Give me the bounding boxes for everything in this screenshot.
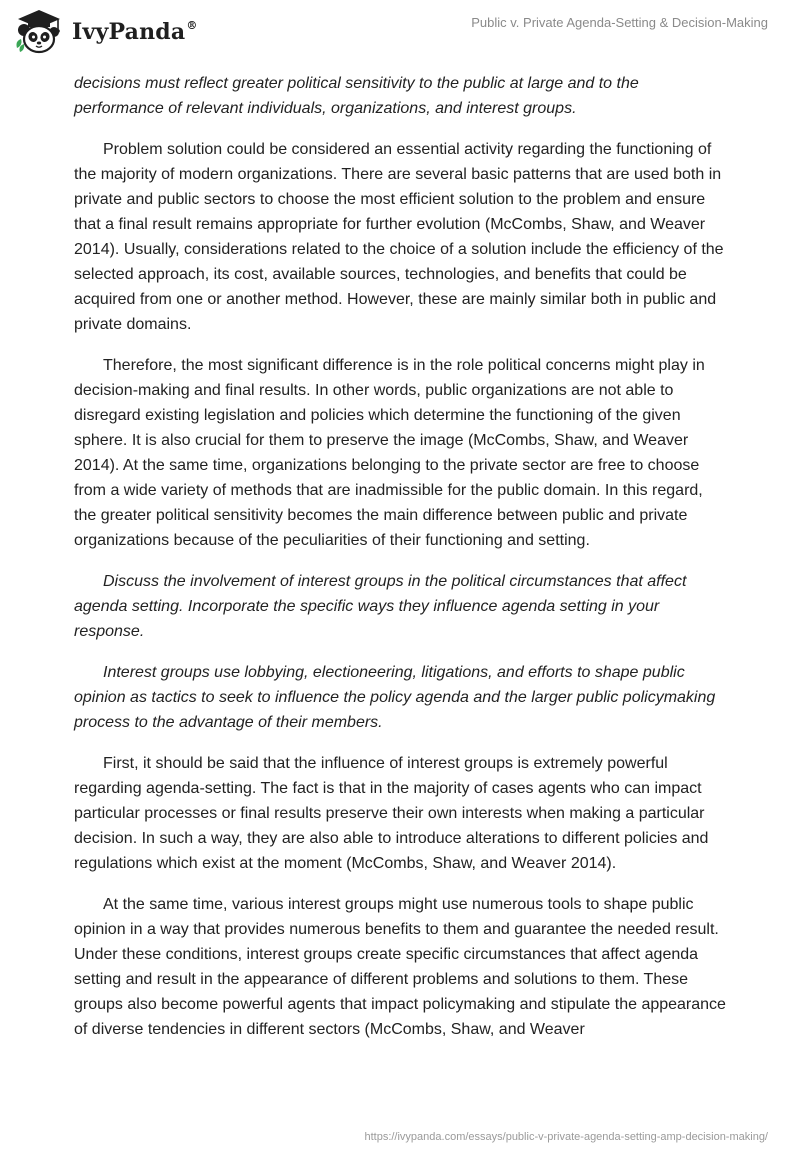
paragraph-problem-solution: Problem solution could be considered an essential activity regarding the functioning of the majority of modern organizations. There are several basic patterns that are used both in private and public sectors to choose the most efficient solution to the problem and ensure that a final result remains appropriate for further evolution (McCombs, Shaw, and Weaver 2014). Usually, considerations related to the choice of a solution include the efficiency of the selected approach, its cost, available sources, technologies, and benefits that could be acquired from one or another method. However, these are mainly similar both in public and private domains. — [74, 141, 724, 333]
ivypanda-logo[interactable] — [14, 8, 198, 54]
paragraph-continuation: decisions must reflect greater political sensitivity to the public at large and to the performance of relevant individuals, organizations, and interest groups. — [74, 75, 639, 117]
paragraph-tools: At the same time, various interest groups might use numerous tools to shape public opinion in a way that provides numerous benefits to them and guarantee the needed result. Under these conditions, interest groups create specific circumstances that affect agenda setting and result in the appearance of different problems and solutions to them. These groups also become powerful agents that impact policymaking and stipulate the appearance of diverse tendencies in different sectors (McCombs, Shaw, and Weaver — [74, 896, 726, 1038]
essay-body — [74, 71, 728, 1058]
document-title: Public v. Private Agenda-Setting & Decision-Making — [471, 15, 768, 30]
panda-graduate-icon — [14, 8, 64, 54]
paragraph-question: Discuss the involvement of interest groups in the political circumstances that affect agenda setting. Incorporate the specific ways they influence agenda setting in your response. — [74, 573, 687, 640]
page-header — [0, 0, 800, 62]
paragraph-political-difference: Therefore, the most significant difference is in the role political concerns might play in decision-making and final results. In other words, public organizations are not able to disregard existing legislation and policies which determine the functioning of the given sphere. It is also crucial for them to preserve the image (McCombs, Shaw, and Weaver 2014). At the same time, organizations belonging to the private sector are free to choose from a wide variety of methods that are inadmissible for the public domain. In this regard, the greater political sensitivity becomes the main difference between public and private organizations because of the peculiarities of their functioning and setting. — [74, 357, 705, 549]
paragraph-influence: First, it should be said that the influence of interest groups is extremely powerful regarding agenda-setting. The fact is that in the majority of cases agents who can impact particular processes or final results preserve their own interests when making a particular decision. In such a way, they are also able to introduce alterations to different policies and regulations which exist at the moment (McCombs, Shaw, and Weaver 2014). — [74, 755, 709, 872]
logo-wordmark — [72, 18, 198, 45]
logo-name: IvyPanda — [72, 19, 186, 45]
paragraph-question-note: Interest groups use lobbying, electioneering, litigations, and efforts to shape public opinion as tactics to seek to influence the policy agenda and the larger public policymaking process to the advantage of their members. — [74, 664, 716, 731]
source-url[interactable]: https://ivypanda.com/essays/public-v-private-agenda-setting-amp-decision-making/ — [364, 1131, 768, 1143]
registered-mark: ® — [186, 18, 198, 32]
